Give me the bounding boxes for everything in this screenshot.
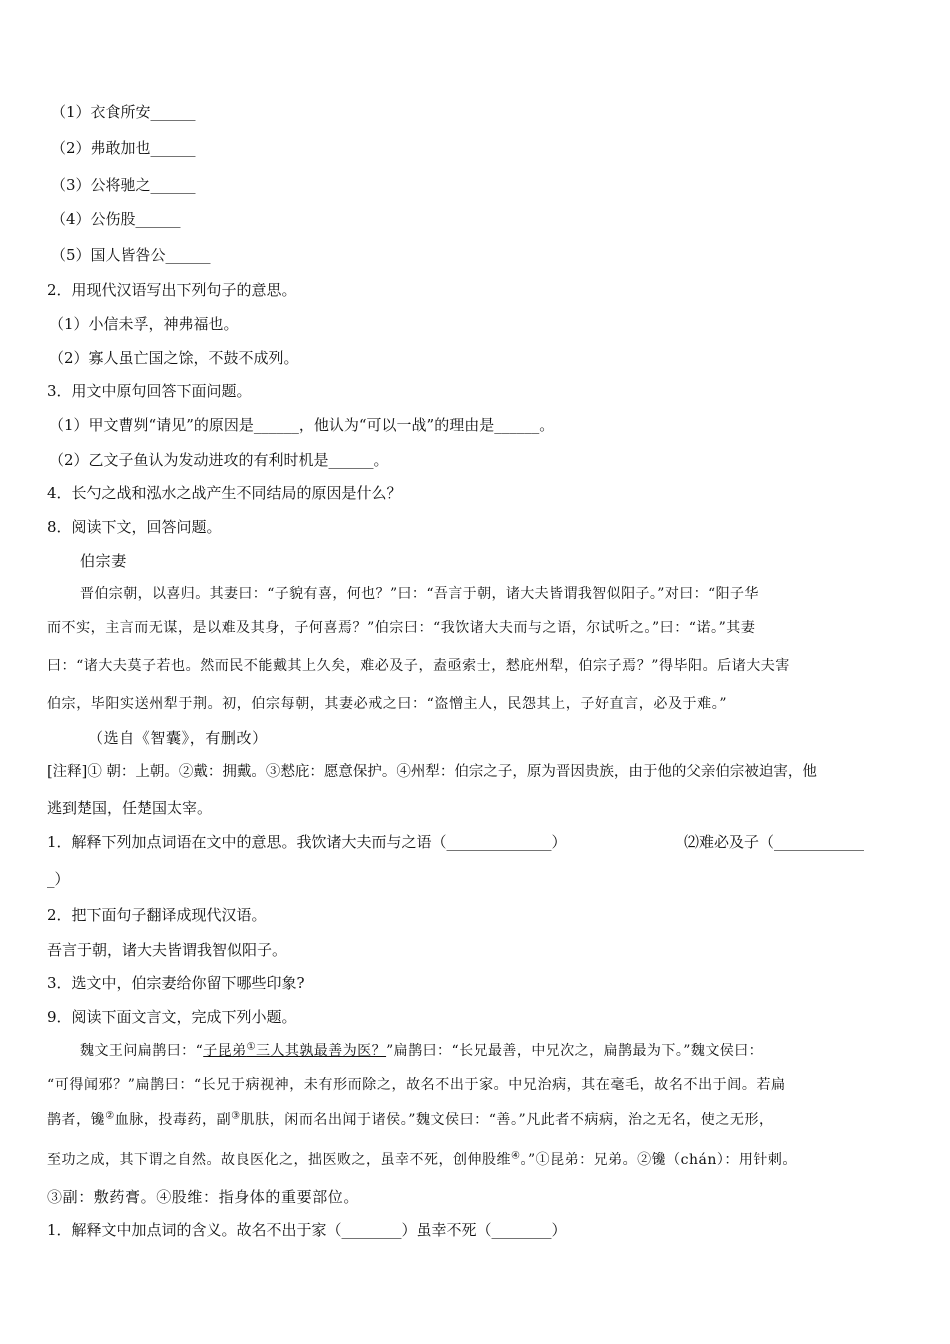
passage-line: 晋伯宗朝，以喜归。其妻曰：“子貌有喜，何也？”曰：“吾言于朝，诸大夫皆谓我智似阳子。”对曰：“阳子华 — [80, 586, 759, 602]
underlined-part: 三人其孰最善为医？ — [256, 1043, 387, 1059]
question-heading: 4．长勺之战和泓水之战产生不同结局的原因是什么？ — [47, 484, 402, 502]
question-item-1: （1）衣食所安______ — [51, 103, 196, 121]
question-item: _） — [47, 870, 70, 888]
passage-text: 血脉，投毒药，副 — [114, 1112, 232, 1128]
question-item: （2）乙文子鱼认为发动进攻的有利时机是______。 — [49, 451, 389, 469]
question-item-4: （4）公伤股______ — [51, 210, 181, 228]
section-heading: 9．阅读下面文言文，完成下列小题。 — [47, 1008, 297, 1026]
question-item: ⑵难必及子（____________ — [684, 833, 865, 851]
footnote-mark: ② — [105, 1110, 115, 1122]
annotation: 逃到楚国，任楚国太宰。 — [47, 799, 213, 817]
question-item: （2）寡人虽亡国之馀，不鼓不成列。 — [49, 349, 299, 367]
passage-line: 伯宗，毕阳实送州犁于荆。初，伯宗每朝，其妻必戒之曰：“盗憎主人，民怨其上，子好直言，必及于难。” — [47, 696, 728, 712]
passage-title: 伯宗妻 — [80, 552, 127, 570]
underlined-part: 子昆弟 — [203, 1043, 247, 1059]
passage-line: “可得闻邪？”扁鹊曰：“长兄于病视神，未有形而除之，故名不出于家。中兄治病，其在毫毛，故名不出于闾。若扁 — [47, 1077, 786, 1093]
passage-line — [47, 1150, 797, 1170]
question-heading: 3．选文中，伯宗妻给你留下哪些印象? — [47, 974, 305, 992]
passage-text: 肌肤，闲而名出闻于诸侯。”魏文侯曰：“善。”凡此者不病病，治之无名，使之无形， — [240, 1112, 774, 1128]
annotation: [注释]① 朝：上朝。②戴：拥戴。③慭庇：愿意保护。④州犁：伯宗之子，原为晋因贵族，由于他的父亲伯宗被迫害，他 — [47, 764, 817, 780]
passage-line: 而不实，主言而无谋，是以难及其身，子何喜焉？”伯宗曰：“我饮诸大夫而与之语，尔试听之。”曰：“诺。”其妻 — [47, 620, 756, 636]
question-item-3: （3）公将驰之______ — [51, 176, 196, 194]
question-item-5: （5）国人皆咎公______ — [51, 246, 211, 264]
question-item: 1．解释下列加点词语在文中的意思。我饮诸大夫而与之语（______________） — [47, 833, 567, 851]
footnote-mark: ① — [246, 1041, 256, 1053]
question-heading: 2．用现代汉语写出下列句子的意思。 — [47, 281, 297, 299]
passage-text: 鹊者，镵 — [47, 1112, 106, 1128]
passage-text: 。”①昆弟：兄弟。②镵（chán）：用针刺。 — [520, 1152, 797, 1168]
question-item: （1）小信未孚，神弗福也。 — [49, 315, 239, 333]
question-item: 1．解释文中加点词的含义。故名不出于家（________）虽幸不死（________） — [47, 1221, 567, 1239]
passage-line — [80, 1041, 763, 1061]
underlined-text — [203, 1043, 386, 1059]
question-item-2: （2）弗敢加也______ — [51, 139, 196, 157]
passage-source: （选自《智囊》，有删改） — [88, 729, 268, 747]
question-heading: 3．用文中原句回答下面问题。 — [47, 382, 252, 400]
footnote-mark: ③ — [231, 1110, 241, 1122]
annotation: ③副：敷药膏。④股维：指身体的重要部位。 — [47, 1188, 360, 1206]
passage-line: 曰：“诸大夫莫子若也。然而民不能戴其上久矣，难必及子，盍亟索士，慭庇州犁，伯宗子焉？”得毕阳。后诸大夫害 — [47, 658, 790, 674]
question-item: 吾言于朝，诸大夫皆谓我智似阳子。 — [47, 941, 288, 959]
section-heading: 8．阅读下文，回答问题。 — [47, 518, 222, 536]
question-heading: 2．把下面句子翻译成现代汉语。 — [47, 906, 267, 924]
footnote-mark: ④ — [511, 1150, 521, 1162]
passage-text: 魏文王问扁鹊曰：“ — [80, 1043, 204, 1059]
question-item: （1）甲文曹刿“请见”的原因是______，他认为“可以一战”的理由是______。 — [49, 416, 555, 434]
passage-text: ”扁鹊曰：“长兄最善，中兄次之，扁鹊最为下。”魏文侯曰： — [386, 1043, 764, 1059]
passage-line — [47, 1110, 774, 1130]
passage-text: 至功之成，其下谓之自然。故良医化之，拙医败之，虽幸不死，创伸股维 — [47, 1152, 511, 1168]
